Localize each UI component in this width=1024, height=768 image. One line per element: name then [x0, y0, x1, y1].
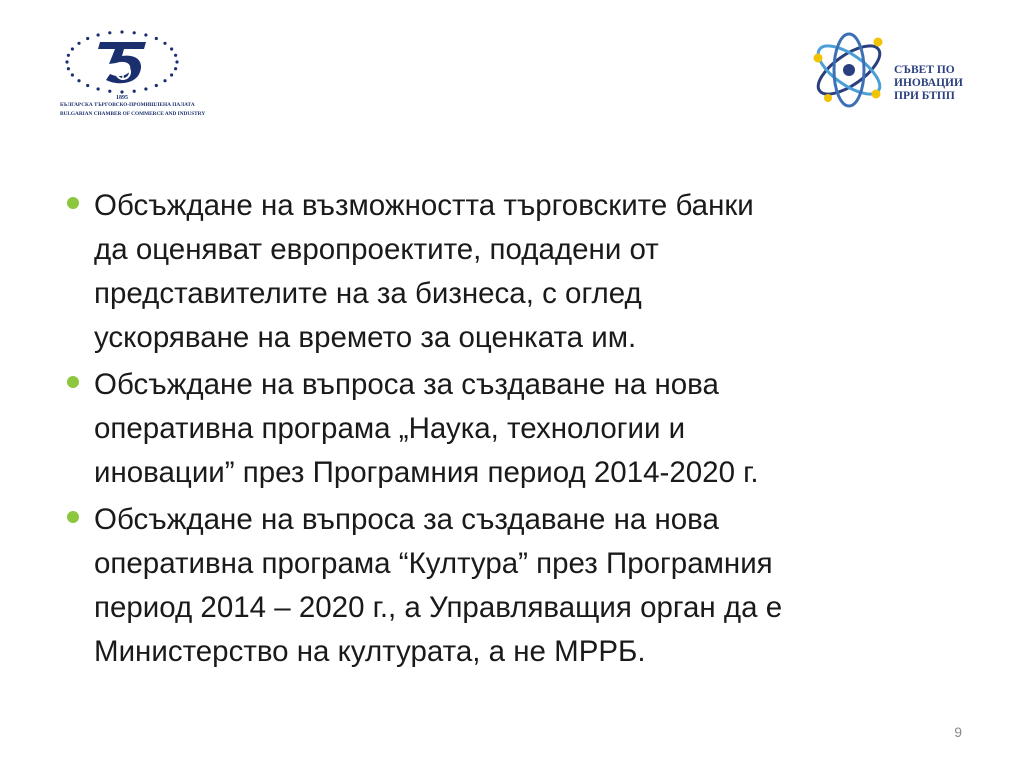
innovation-council-logo [806, 28, 986, 112]
star-icon [120, 30, 123, 33]
star-icon [144, 33, 147, 36]
star-icon [97, 87, 100, 90]
star-icon [67, 67, 70, 70]
org-name-line: ПРИ БТПП [894, 90, 955, 102]
bullet-line: ускоряване на времето за оценката им. [94, 321, 637, 354]
bullet-item [64, 184, 964, 360]
bullet-item [64, 498, 964, 674]
org-name-line: СЪВЕТ ПО [894, 64, 955, 76]
star-icon [77, 79, 80, 82]
bullet-line: Обсъждане на въпроса за създаване на нова [94, 503, 719, 536]
star-icon [97, 33, 100, 36]
star-icon [108, 90, 111, 93]
bullet-line: оперативна програма „Наука, технологии и [94, 412, 686, 445]
bullet-line: Обсъждане на възможността търговските банки [94, 189, 754, 222]
bullet-line: Обсъждане на въпроса за създаване на нова [94, 368, 719, 401]
star-icon [170, 73, 173, 76]
star-icon [120, 90, 123, 93]
star-icon [170, 47, 173, 50]
innovation-council-name [894, 64, 963, 103]
bcci-caption-en: BULGARIAN CHAMBER OF COMMERCE AND INDUSTRY [60, 111, 206, 117]
bullet-item [64, 363, 964, 495]
star-icon [86, 84, 89, 87]
star-icon [71, 73, 74, 76]
bcci-logo [60, 28, 206, 124]
star-icon [67, 54, 70, 57]
bullet-dot-icon [67, 197, 79, 209]
star-icon [86, 37, 89, 40]
bullet-line: иновации” през Програмния период 2014-2020 г. [94, 456, 759, 489]
bcci-emblem-icon [60, 28, 184, 98]
bullet-line: оперативна програма “Култура” през Програмния [94, 547, 773, 580]
bullet-line: представителите на за бизнеса, с оглед [94, 277, 642, 310]
page-number: 9 [954, 724, 962, 740]
star-icon [175, 60, 178, 63]
bullet-line: Министерство на културата, а не МРРБ. [94, 635, 646, 668]
star-icon [133, 90, 136, 93]
star-icon [71, 47, 74, 50]
star-icon [65, 60, 68, 63]
founding-year: 1895 [116, 95, 128, 101]
bcci-caption-bg: БЪЛГАРСКА ТЪРГОВСКО-ПРОМИШЛЕНА ПАЛАТА [60, 102, 195, 108]
bullet-line: да оценяват европроектите, подадени от [94, 233, 659, 266]
star-icon [163, 79, 166, 82]
atom-orbit-icon [806, 28, 892, 112]
star-icon [174, 54, 177, 57]
bullet-line: период 2014 – 2020 г., а Управляващия орган да е [94, 591, 783, 624]
star-icon [77, 42, 80, 45]
star-icon [108, 31, 111, 34]
star-icon [155, 37, 158, 40]
star-icon [163, 42, 166, 45]
bullet-list [64, 184, 964, 677]
star-icon [133, 31, 136, 34]
star-icon [155, 84, 158, 87]
bullet-dot-icon [67, 511, 79, 523]
star-icon [144, 87, 147, 90]
bullet-dot-icon [67, 376, 79, 388]
org-name-line: ИНОВАЦИИ [894, 77, 963, 89]
star-icon [174, 67, 177, 70]
